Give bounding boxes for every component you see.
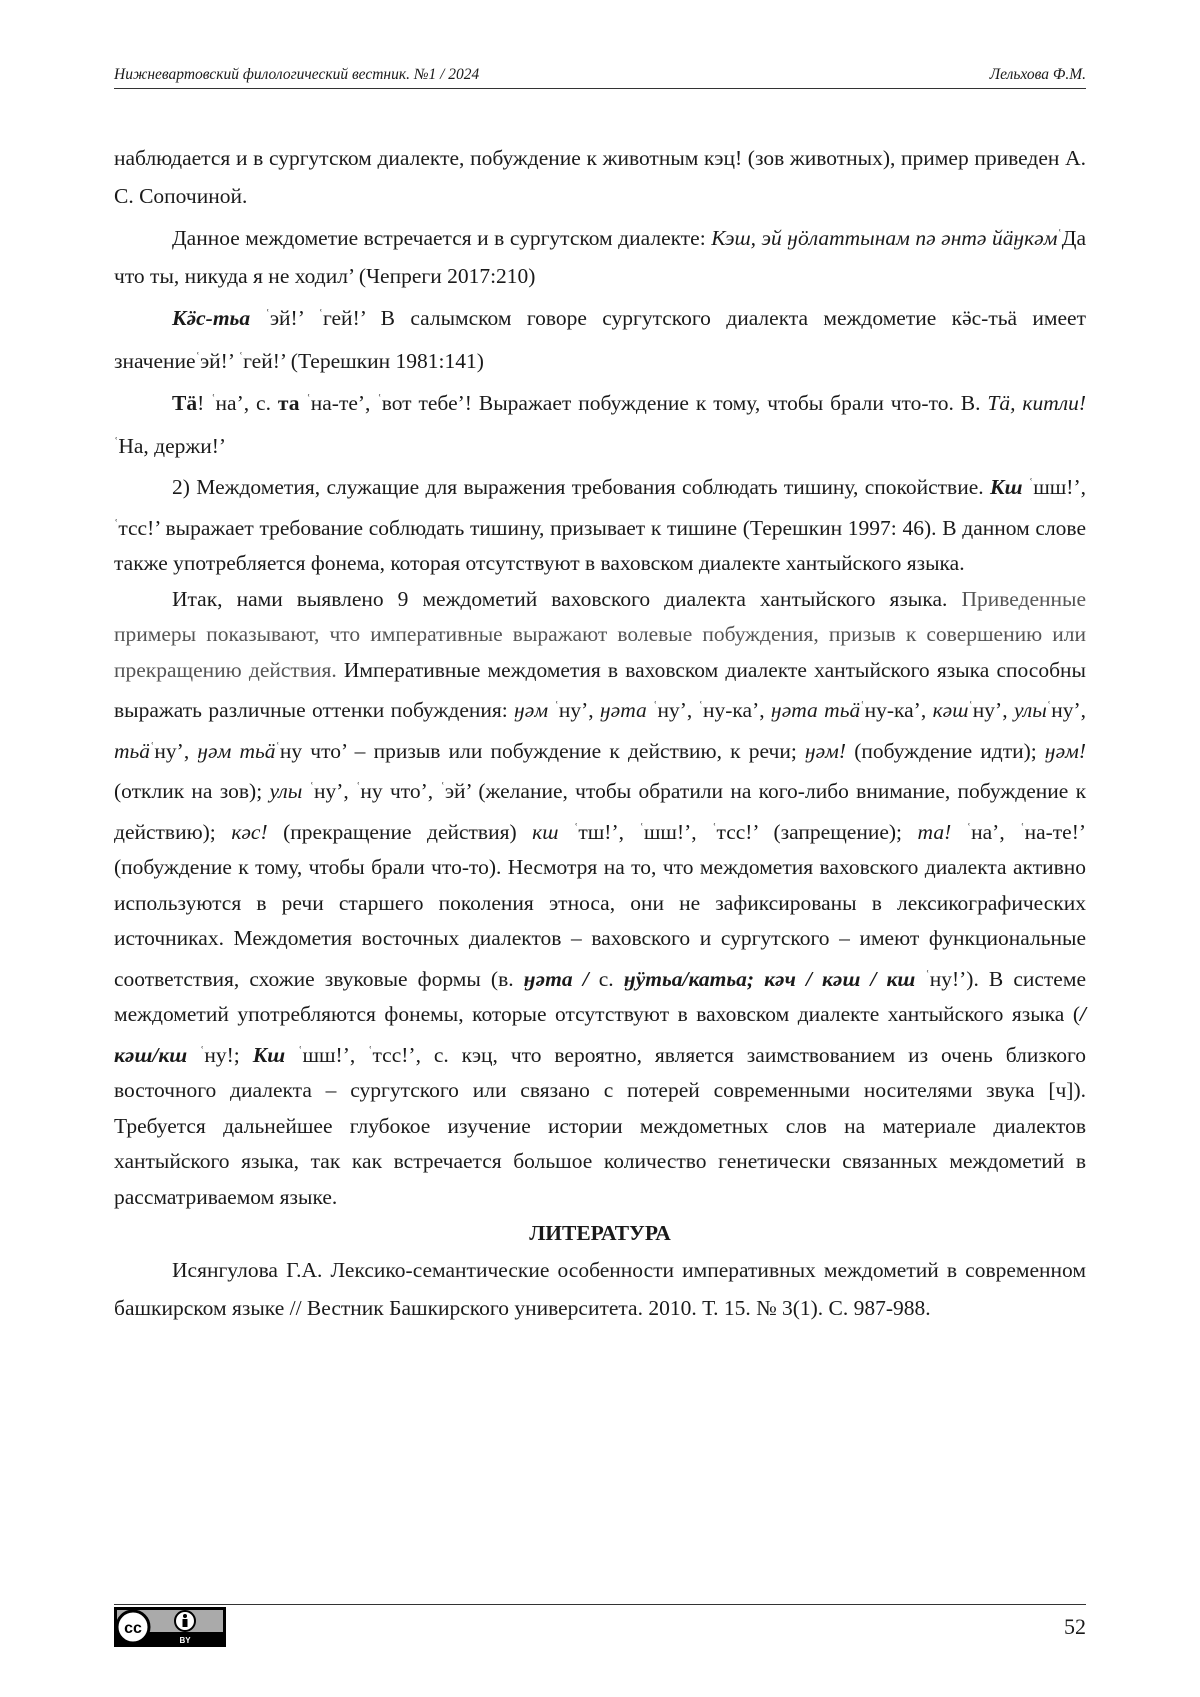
text-run: ну’, bbox=[558, 698, 600, 722]
text-run: на-те!’ (побуждение к тому, чтобы брали что-то). Несмотря на то, что междометия ваховского диалекта активно используются в речи старшего поколения этноса, они не зафиксированы в лексикографических источниках. Междометия восточных диалектов – ваховского и сургутского – имеют функциональные соответствия, схожие звуковые формы (в. bbox=[114, 819, 1087, 991]
khanty-example: кш bbox=[532, 819, 559, 844]
reference-item: Исянгулова Г.А. Лексико-семантические особенности императивных междометий в современном башкирском языке // Вестник Башкирского университета. 2010. Т. 15. № 3(1). С. 987-988. bbox=[114, 1258, 1086, 1320]
text-run: шш!’, bbox=[1033, 475, 1086, 499]
khanty-example: ӈәта тьӓ bbox=[771, 698, 861, 722]
text-run: гей!’ В салымском говоре сургутского диалекта междометие кӛс-тьӓ имеет значение bbox=[114, 306, 1086, 373]
khanty-example: ӈәм тьӓ bbox=[197, 738, 276, 763]
quote-mark: ʿ bbox=[200, 1042, 205, 1058]
quote-mark: ʿ bbox=[150, 738, 155, 754]
text-run: тш!’, bbox=[578, 819, 640, 844]
text-run bbox=[951, 820, 967, 844]
text-run bbox=[558, 820, 574, 844]
khanty-example: ӈәм! bbox=[804, 738, 847, 763]
text-run: ну!’). В системе междометий употребляются фонемы, которые отсутствуют в ваховском диалекте хантыйского языка ( bbox=[114, 966, 1086, 1026]
quote-mark: ʿ bbox=[238, 348, 244, 364]
text-run: ! bbox=[197, 391, 212, 415]
headword: Кш bbox=[989, 475, 1023, 499]
text-run bbox=[285, 1043, 298, 1067]
page-number: 52 bbox=[1064, 1614, 1086, 1639]
khanty-example: ӈәм bbox=[514, 698, 549, 722]
text-run: ну что’, bbox=[360, 779, 441, 803]
text-run: на’, с. bbox=[215, 391, 278, 415]
text-run: ну’, bbox=[1051, 698, 1087, 722]
quote-mark: ʿ bbox=[1046, 698, 1052, 713]
text-run: ну что’ – призыв или побуждение к действию, к речи; bbox=[279, 738, 805, 763]
khanty-example: тьӓ bbox=[114, 738, 151, 763]
cc-text: cc bbox=[124, 1620, 142, 1637]
text-run: Данное междометие встречается и в сургутском диалекте: bbox=[172, 226, 712, 250]
paragraph-6 bbox=[114, 582, 1086, 1216]
quote-mark: ʿ bbox=[712, 819, 717, 835]
quote-mark: ʿ bbox=[698, 698, 704, 713]
text-run: На, держи!’ bbox=[118, 433, 227, 458]
quote-mark: ʿ bbox=[265, 306, 270, 321]
quote-mark: ʿ bbox=[356, 779, 361, 794]
quote-mark: ʿ bbox=[1028, 475, 1034, 490]
quote-mark: ʿ bbox=[114, 433, 119, 449]
text-run: (отклик на зов); bbox=[114, 779, 270, 803]
quote-mark: ʿ bbox=[966, 819, 972, 835]
quote-mark: ʿ bbox=[440, 779, 445, 794]
khanty-example: Тӓ, китли! bbox=[987, 391, 1087, 415]
headword: Кӛс-тьа bbox=[172, 306, 251, 330]
text-run: шш!’, bbox=[302, 1042, 369, 1067]
author-name: Лельхова Ф.М. bbox=[989, 66, 1086, 83]
khanty-example: ӈәта / bbox=[523, 966, 589, 991]
khanty-example: ӈәта bbox=[600, 698, 647, 722]
text-run: тсс!’ (запрещение); bbox=[716, 819, 918, 844]
quote-mark: ʿ bbox=[554, 698, 559, 713]
quote-mark: ʿ bbox=[653, 698, 658, 713]
journal-title: Нижневартовский филологический вестник. №1 / 2024 bbox=[114, 66, 480, 83]
footer-rule bbox=[114, 1604, 1086, 1605]
quote-mark: ʿ bbox=[114, 515, 119, 531]
quote-mark: ʿ bbox=[1057, 226, 1062, 241]
text-run: эй!’ bbox=[199, 348, 239, 373]
text-run: эй!’ bbox=[269, 306, 319, 330]
text-run: 2) Междометия, служащие для выражения требования соблюдать тишину, спокойствие. bbox=[172, 475, 990, 499]
text-run: Итак, нами выявлено 9 междометий ваховского диалекта хантыйского языка. bbox=[172, 586, 948, 611]
khanty-example: Кэш, эй ӈӧлаттынам пә әнтә йӓӈкәм bbox=[711, 226, 1058, 250]
quote-mark: ʿ bbox=[298, 1042, 303, 1058]
text-run: Да что ты, никуда я не ходил’ (Чепреги 2017:210) bbox=[114, 226, 1087, 288]
text-run: ну’, bbox=[657, 698, 699, 722]
quote-mark: ʿ bbox=[306, 391, 311, 406]
paragraph-2 bbox=[114, 215, 1086, 295]
text-run: ну’, bbox=[314, 779, 357, 803]
paragraph-5 bbox=[114, 465, 1086, 582]
khanty-example: улы bbox=[269, 779, 303, 803]
text-run: Императивные междометия в ваховском диалекте хантыйского языка способны выражать различные оттенки побуждения: bbox=[114, 657, 1086, 722]
text-run: ну’, bbox=[972, 698, 1014, 722]
running-header bbox=[114, 62, 1086, 89]
by-text: BY bbox=[179, 1636, 191, 1645]
headword: Тӓ bbox=[172, 391, 198, 415]
cc-by-license-icon[interactable] bbox=[114, 1607, 226, 1647]
khanty-example: ӈәм! bbox=[1044, 738, 1086, 763]
text-run: на-те’, bbox=[310, 391, 378, 415]
text-run bbox=[915, 967, 925, 991]
attribution-head bbox=[183, 1614, 187, 1618]
khanty-example: ӈӱтьа/катьа; кәч / кәш / кш bbox=[623, 966, 916, 991]
quote-mark: ʿ bbox=[925, 966, 930, 982]
text-run: наблюдается и в сургутском диалекте, побуждение к животным кэц! (зов животных), пример приведен А. С. Сопочиной. bbox=[114, 146, 1086, 208]
quote-mark: ʿ bbox=[860, 698, 865, 713]
khanty-example: /кәш/кш bbox=[114, 1002, 1086, 1067]
quote-mark: ʿ bbox=[368, 1042, 373, 1058]
text-run: (побуждение идти); bbox=[846, 738, 1045, 763]
quote-mark: ʿ bbox=[309, 779, 314, 794]
text-run: тсс!’ выражает требование соблюдать тишину, призывает к тишине (Терешкин 1997: 46). В данном слове также употребляется фонема, которая отсутствуют в ваховском диалекте хантыйского языка. bbox=[114, 515, 1086, 575]
quote-mark: ʿ bbox=[574, 819, 579, 835]
text-run: на’, bbox=[971, 819, 1021, 844]
text-run bbox=[187, 1043, 200, 1067]
text-run: ну-ка’, bbox=[864, 698, 933, 722]
text-run: ну-ка’, bbox=[703, 698, 772, 722]
text-run: (прекращение действия) bbox=[267, 819, 533, 844]
khanty-example: кәш bbox=[932, 698, 969, 722]
quote-mark: ʿ bbox=[1020, 819, 1025, 835]
article-body bbox=[114, 140, 1086, 1327]
quote-mark: ʿ bbox=[275, 738, 280, 754]
quote-mark: ʿ bbox=[318, 306, 323, 321]
text-run: гей!’ (Терешкин 1981:141) bbox=[243, 348, 484, 373]
khanty-example: та! bbox=[917, 819, 952, 844]
references-heading: ЛИТЕРАТУРА bbox=[529, 1221, 671, 1245]
headword: та bbox=[277, 391, 300, 415]
text-run: тсс!’, с. кэц, что вероятно, является заимствованием из очень близкого восточного диалекта – сургутского или связано с потерей современными носителями звука [ч]). Требуется дальнейшее глубокое изучение истории междометных слов на материале диалектов хантыйского языка, так как встречается большое количество генетически связанных междометий в рассматриваемом языке. bbox=[114, 1042, 1087, 1209]
attribution-body bbox=[183, 1619, 188, 1627]
quote-mark: ʿ bbox=[377, 391, 382, 406]
text-run: ну!; bbox=[204, 1042, 253, 1067]
text-run: эй’ (желание, чтобы обратили на кого-либо внимание, побуждение к действию); bbox=[114, 779, 1087, 844]
khanty-example: улы bbox=[1013, 698, 1047, 722]
khanty-example: кәс! bbox=[231, 819, 268, 844]
quote-mark: ʿ bbox=[968, 698, 973, 713]
text-run: ну’, bbox=[154, 738, 198, 763]
khanty-example: Кш bbox=[252, 1042, 286, 1067]
text-run: с. bbox=[588, 966, 624, 991]
quote-mark: ʿ bbox=[211, 391, 216, 406]
quote-mark: ʿ bbox=[639, 819, 644, 835]
text-run: Приведенные примеры показывают, что императивные выражают волевые побуждения, призыв к совершению или прекращению действия. bbox=[114, 586, 1086, 682]
quote-mark: ʿ bbox=[195, 348, 200, 364]
paragraph-4 bbox=[114, 380, 1086, 465]
text-run: шш!’, bbox=[643, 819, 713, 844]
text-run: вот тебе’! Выражает побуждение к тому, чтобы брали что-то. В. bbox=[381, 391, 988, 415]
paragraph-1 bbox=[114, 140, 1086, 215]
paragraph-3 bbox=[114, 295, 1086, 380]
